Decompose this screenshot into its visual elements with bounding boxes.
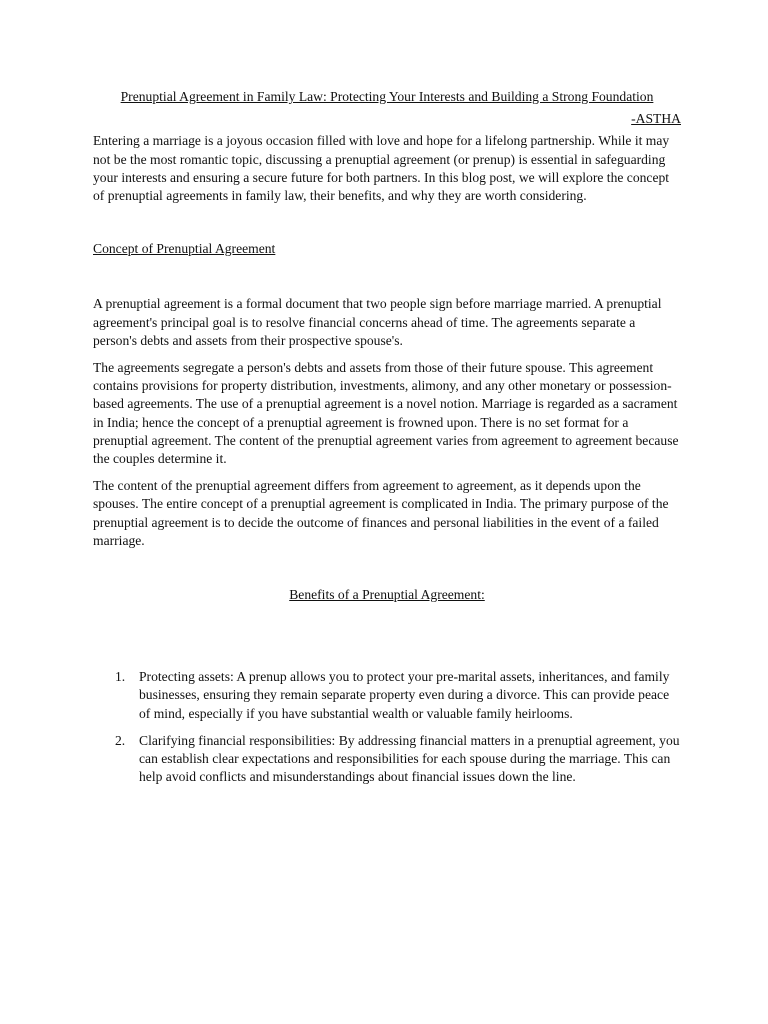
concept-heading: Concept of Prenuptial Agreement bbox=[93, 241, 276, 257]
list-item-number: 1. bbox=[115, 669, 126, 685]
list-item bbox=[93, 668, 681, 723]
document-body bbox=[93, 88, 681, 795]
list-item-text: Clarifying financial responsibilities: By addressing financial matters in a prenuptial agreement, you can establish clear expectations and responsibilities for each spouse during the marriage. This can help avoid conflicts and misunderstandings about financial issues down the line. bbox=[139, 732, 680, 785]
concept-paragraph-3: The content of the prenuptial agreement differs from agreement to agreement, as it depends upon the spouses. The entire concept of a prenuptial agreement is complicated in India. The primary purpose of the prenuptial agreement is to decide the outcome of finances and personal liabilities in the event of a failed marriage. bbox=[93, 478, 669, 548]
list-item bbox=[93, 732, 681, 787]
benefits-heading: Benefits of a Prenuptial Agreement: bbox=[289, 587, 485, 603]
document-title: Prenuptial Agreement in Family Law: Protecting Your Interests and Building a Strong Foundation bbox=[120, 89, 654, 104]
list-item-number: 2. bbox=[115, 732, 126, 748]
intro-paragraph: Entering a marriage is a joyous occasion filled with love and hope for a lifelong partnership. While it may not be the most romantic topic, discussing a prenuptial agreement (or prenup) is essential in safeguarding your interests and ensuring a secure future for both partners. In this blog post, we will explore the concept of prenuptial agreements in family law, their benefits, and why they are worth considering. bbox=[93, 133, 670, 204]
concept-paragraph-2: The agreements segregate a person's debts and assets from those of their future spouse. This agreement contains provisions for property distribution, investments, alimony, and any other monetary or possession-based agreements. The use of a prenuptial agreement is a novel notion. Marriage is regarded as a sacrament in India; hence the concept of a prenuptial agreement is frowned upon. There is no set format for a prenuptial agreement. The content of the prenuptial agreement varies from agreement to agreement because the couples determine it. bbox=[93, 360, 679, 467]
list-item-text: Protecting assets: A prenup allows you to protect your pre-marital assets, inheritances, and family businesses, ensuring they remain separate property even during a divorce. This can provide peace of mind, especially if you have substantial wealth or valuable family heirlooms. bbox=[139, 669, 670, 721]
concept-paragraph-1: A prenuptial agreement is a formal document that two people sign before marriage married. A prenuptial agreement's principal goal is to resolve financial concerns ahead of time. The agreements separate a person's debts and assets from their prospective spouse's. bbox=[93, 296, 662, 348]
author-line: -ASTHA bbox=[631, 111, 681, 127]
benefits-list bbox=[93, 668, 681, 786]
